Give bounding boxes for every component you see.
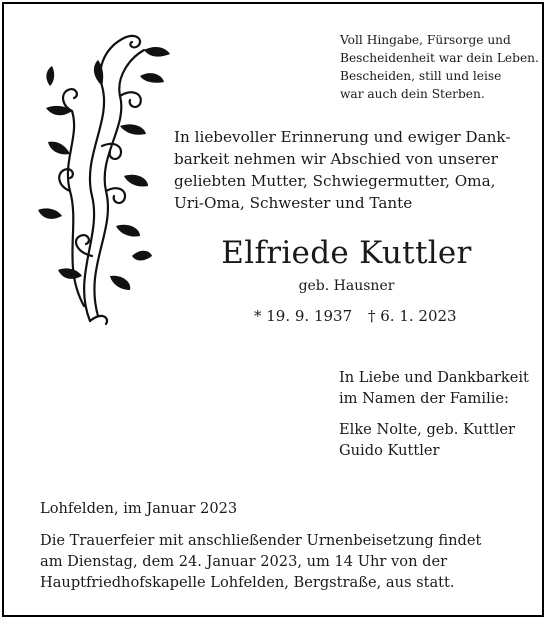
- place-date: Lohfelden, im Januar 2023: [40, 500, 238, 517]
- intro-line: Uri-Oma, Schwester und Tante: [174, 194, 413, 212]
- family-signature: [339, 367, 539, 461]
- ceremony-line: Hauptfriedhofskapelle Lohfelden, Bergstraße, aus statt.: [40, 574, 455, 591]
- intro-line: In liebevoller Erinnerung und ewiger Dank-: [174, 128, 511, 146]
- deceased-name: Elfriede Kuttler: [221, 235, 472, 271]
- poem-line: war auch dein Sterben.: [340, 87, 485, 101]
- intro-line: barkeit nehmen wir Abschied von unserer: [174, 150, 498, 168]
- maiden-name: geb. Hausner: [298, 278, 395, 294]
- family-line: In Liebe und Dankbarkeit: [339, 369, 529, 386]
- death-date: † 6. 1. 2023: [368, 307, 457, 325]
- ceremony-line: Die Trauerfeier mit anschließender Urnenbeisetzung findet: [40, 532, 482, 549]
- family-line: im Namen der Familie:: [339, 390, 509, 407]
- ceremony-line: am Dienstag, dem 24. Januar 2023, um 14 Uhr von der: [40, 553, 448, 570]
- birth-date: * 19. 9. 1937: [254, 307, 353, 325]
- intro-text: [174, 126, 511, 214]
- poem-line: Bescheiden, still und leise: [340, 69, 502, 83]
- family-member: Elke Nolte, geb. Kuttler: [339, 421, 516, 438]
- poem-verse: [340, 31, 540, 103]
- obituary-card: [2, 2, 544, 617]
- floral-vine-icon: [32, 26, 172, 326]
- family-member: Guido Kuttler: [339, 442, 440, 459]
- ceremony-notice: [40, 530, 540, 593]
- intro-line: geliebten Mutter, Schwiegermutter, Oma,: [174, 172, 496, 190]
- poem-line: Voll Hingabe, Fürsorge und: [340, 33, 511, 47]
- poem-line: Bescheidenheit war dein Leben.: [340, 51, 539, 65]
